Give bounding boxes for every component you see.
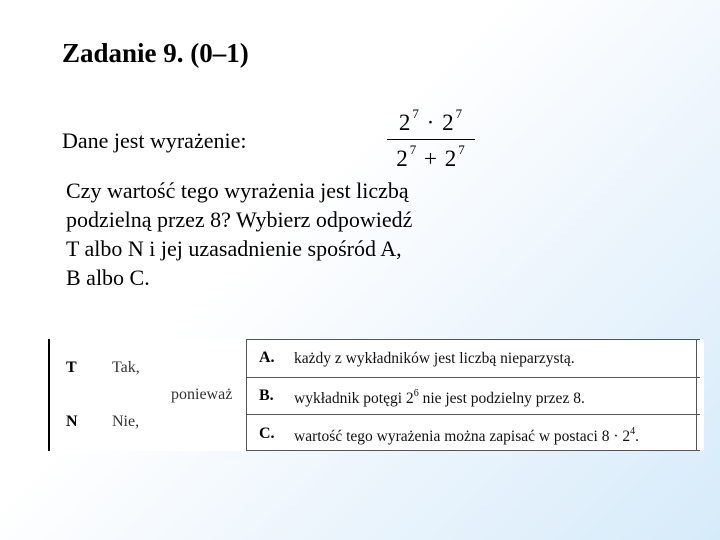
intro-text: Dane jest wyrażenie: bbox=[62, 128, 247, 153]
option-a-text[interactable]: każdy z wykładników jest liczbą nieparzystą. bbox=[294, 350, 575, 367]
expression-fraction bbox=[386, 106, 476, 172]
option-b-letter[interactable]: B. bbox=[259, 387, 274, 404]
option-c-exponent: 4 bbox=[630, 426, 636, 437]
option-c-letter[interactable]: C. bbox=[259, 425, 275, 442]
option-c-text-before: wartość tego wyrażenia można zapisać w postaci 8 · 2 bbox=[294, 428, 631, 445]
den-base-2: 2 bbox=[444, 146, 458, 171]
num-operator: · bbox=[426, 110, 436, 135]
table-bottom-border bbox=[246, 450, 700, 451]
task-title: Zadanie 9. (0–1) bbox=[62, 38, 249, 68]
option-b-text[interactable] bbox=[294, 388, 585, 408]
den-base-1: 2 bbox=[396, 146, 409, 171]
option-a-letter[interactable]: A. bbox=[259, 349, 275, 366]
question-text: Czy wartość tego wyrażenia jest liczbą podzielną przez 8? Wybierz odpowiedź T albo N i jej uzasadnienie spośród A, B albo C. bbox=[66, 178, 413, 290]
table-right-border bbox=[696, 339, 697, 451]
fraction-denominator bbox=[386, 140, 476, 172]
option-b-text-before: wykładnik potęgi 2 bbox=[294, 390, 414, 407]
den-exp-2: 7 bbox=[458, 142, 466, 157]
table-top-border bbox=[246, 339, 700, 340]
table-row-divider bbox=[246, 414, 700, 415]
answer-t-text[interactable]: Tak, bbox=[112, 359, 140, 376]
table-left-border bbox=[48, 339, 50, 451]
num-base-2: 2 bbox=[442, 110, 455, 135]
num-base-1: 2 bbox=[398, 110, 412, 135]
table-middle-divider bbox=[246, 339, 247, 451]
answer-n-letter[interactable]: N bbox=[66, 413, 78, 430]
option-b-text-after: nie jest podzielny przez 8. bbox=[418, 390, 585, 407]
num-exp-1: 7 bbox=[412, 106, 420, 121]
answer-n-text[interactable]: Nie, bbox=[112, 413, 140, 430]
answer-table bbox=[46, 339, 704, 451]
option-c-text[interactable] bbox=[294, 426, 639, 446]
fraction-numerator bbox=[386, 106, 476, 139]
option-c-text-after: . bbox=[635, 428, 640, 445]
den-operator: + bbox=[424, 146, 438, 171]
den-exp-1: 7 bbox=[409, 142, 418, 157]
table-row-divider bbox=[246, 377, 700, 378]
option-b-exponent: 6 bbox=[413, 388, 419, 399]
because-label: ponieważ bbox=[171, 386, 233, 403]
num-exp-2: 7 bbox=[455, 106, 464, 121]
answer-t-letter[interactable]: T bbox=[66, 359, 77, 376]
